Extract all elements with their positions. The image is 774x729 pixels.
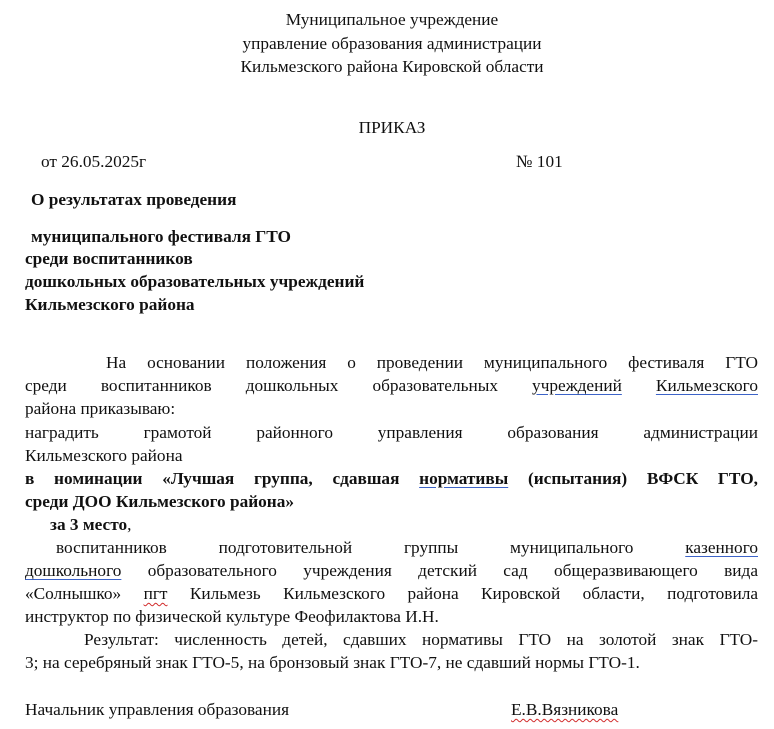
kilmez-word: Кильмезского [655, 376, 758, 395]
institutions-word: учреждений [532, 376, 622, 395]
basis-line-3: района приказываю: [25, 399, 176, 418]
place-line [50, 514, 131, 536]
institution-line-1: Муниципальное учреждение [285, 10, 499, 29]
subject-line-3: среди воспитанников [25, 249, 193, 268]
winners-line-3 [25, 583, 758, 605]
signature-position: Начальник управления образования [25, 700, 290, 719]
order-title: ПРИКАЗ [358, 118, 426, 137]
nomination-line-1 [25, 468, 758, 490]
order-date: от 26.05.2025г [41, 152, 147, 171]
subject-line-5: Кильмезского района [25, 295, 195, 314]
subject-line-2: муниципального фестиваля ГТО [31, 227, 291, 246]
signature-name: Е.В.Вязникова [511, 700, 619, 719]
winners-text: воспитанников подготовительной группы муниципального [56, 538, 634, 557]
subject-line-4: дошкольных образовательных учреждений [25, 272, 365, 291]
basis-line-2 [25, 375, 758, 397]
award-line-1: наградить грамотой районного управления образования администрации [25, 423, 758, 442]
institution-line-3: Кильмезского района Кировской области [240, 57, 544, 76]
kindergarten-name: «Солнышко» [25, 584, 122, 603]
result-line-2: 3; на серебряный знак ГТО-5, на бронзовый знак ГТО-7, не сдавший нормы ГТО-1. [25, 653, 640, 672]
order-number: № 101 [516, 152, 563, 171]
preschool-word: дошкольного [25, 561, 122, 580]
subject-line-1: О результатах проведения [31, 190, 237, 209]
winners-line-1 [56, 537, 758, 559]
nomination-line-2: среди ДОО Кильмезского района» [25, 492, 295, 511]
award-line-2: Кильмезского района [25, 446, 183, 465]
settlement-abbr: пгт [143, 584, 168, 603]
basis-text: среди воспитанников дошкольных образовательных [25, 376, 498, 395]
basis-line-1: На основании положения о проведении муниципального фестиваля ГТО [106, 353, 758, 372]
institution-line-2: управление образования администрации [242, 34, 542, 53]
place-comma: , [127, 515, 132, 534]
nomination-tests: (испытания) ВФСК ГТО, [527, 469, 758, 488]
winners-location: Кильмезь Кильмезского района Кировской области, подготовила [189, 584, 759, 603]
place-text: за 3 место [50, 515, 128, 534]
winners-institution: образовательного учреждения детский сад общеразвивающего вида [147, 561, 758, 580]
winners-line-4: инструктор по физической культуре Феофилактова И.Н. [25, 607, 439, 626]
standards-word: нормативы [419, 469, 509, 488]
winners-line-2 [25, 560, 758, 582]
state-funded-word: казенного [685, 538, 758, 557]
nomination-text: в номинации «Лучшая группа, сдавшая [25, 469, 400, 488]
result-line-1: Результат: численность детей, сдавших нормативы ГТО на золотой знак ГТО- [84, 630, 758, 649]
